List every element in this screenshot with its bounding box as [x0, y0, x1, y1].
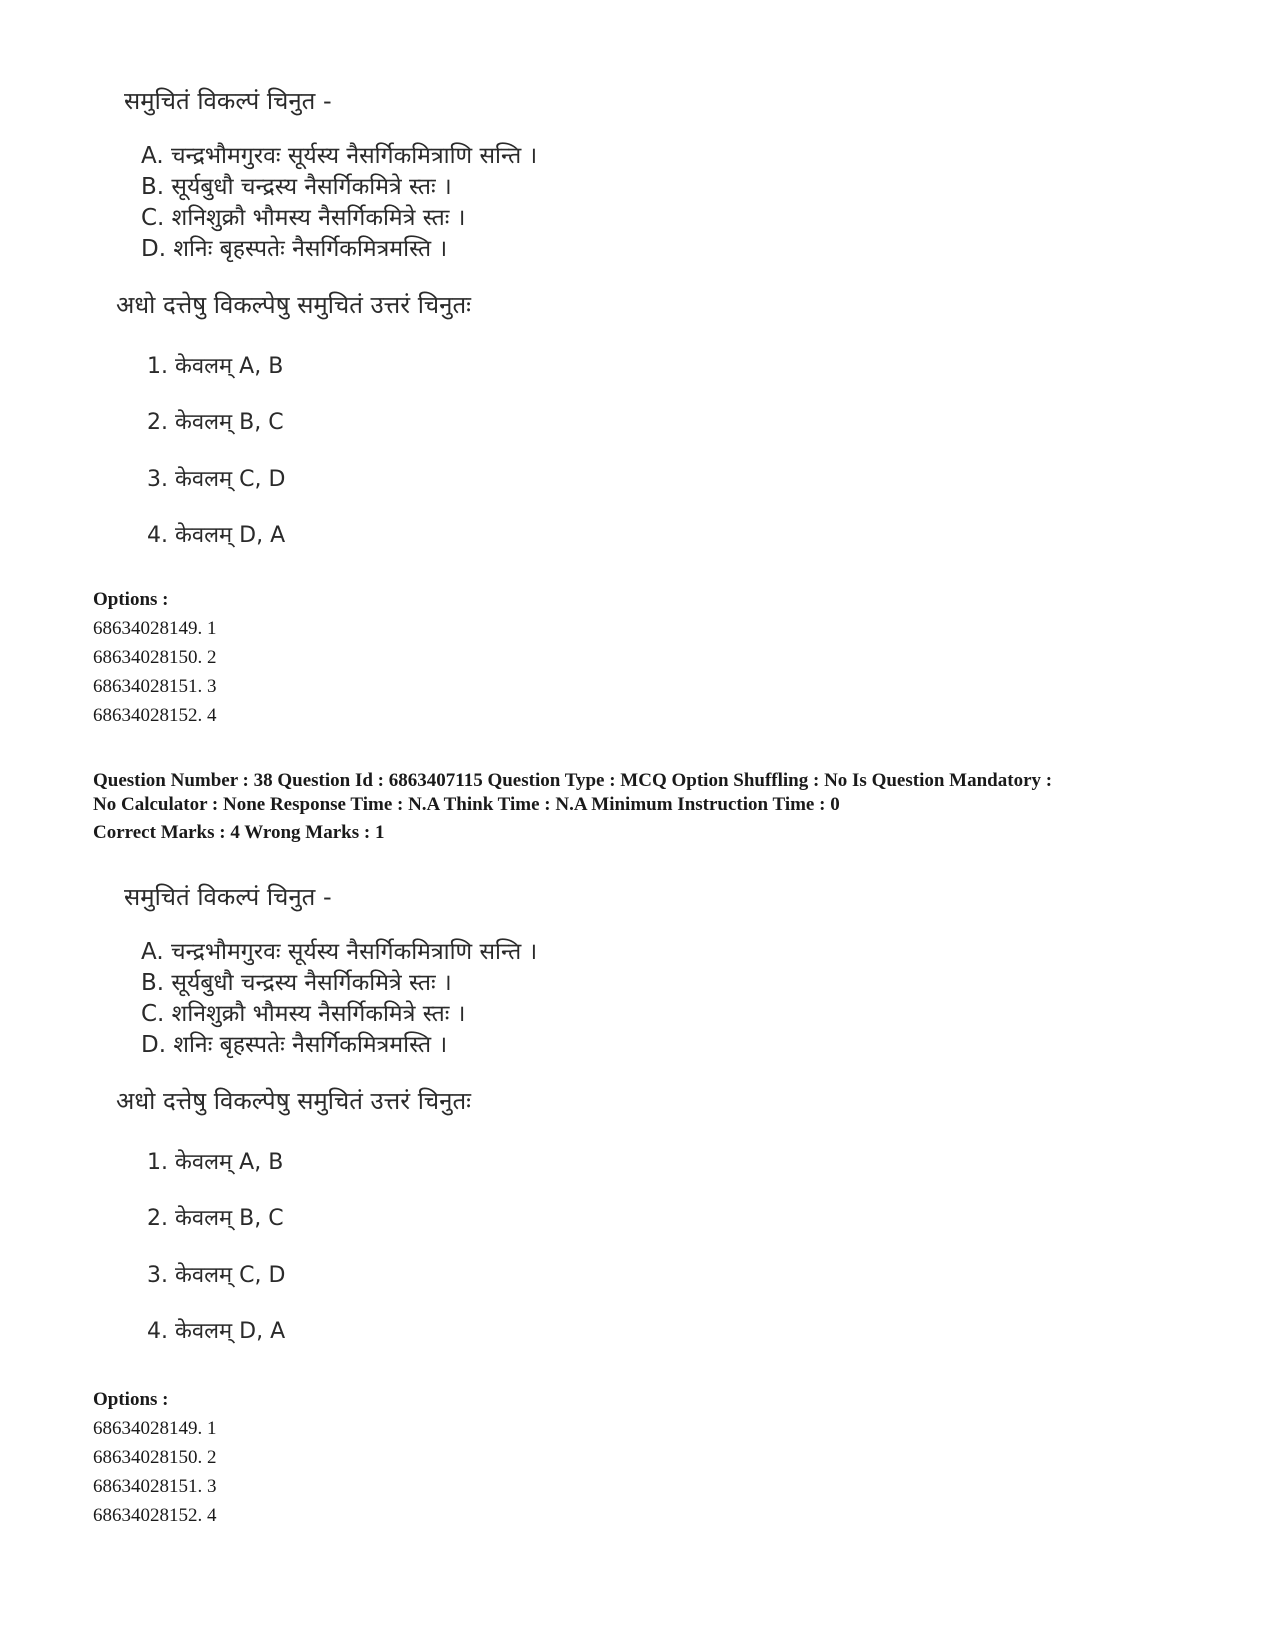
statement-c: C. शनिशुक्रौ भौमस्य नैसर्गिकमित्रे स्तः । [141, 1001, 466, 1027]
choice-2: 2. केवलम् B, C [147, 410, 284, 435]
prompt-text: अधो दत्तेषु विकल्पेषु समुचितं उत्तरं चिनुतः [116, 1087, 472, 1115]
option-item: 68634028149. 1 [93, 1418, 217, 1439]
statement-c: C. शनिशुक्रौ भौमस्य नैसर्गिकमित्रे स्तः । [141, 205, 466, 231]
statement-b: B. सूर्यबुधौ चन्द्रस्य नैसर्गिकमित्रे स्तः । [141, 970, 452, 996]
choice-3: 3. केवलम् C, D [147, 467, 286, 492]
instruction-text: समुचितं विकल्पं चिनुत - [124, 883, 332, 911]
option-item: 68634028152. 4 [93, 1505, 217, 1526]
choice-1: 1. केवलम् A, B [147, 1150, 284, 1175]
statement-d: D. शनिः बृहस्पतेः नैसर्गिकमित्रमस्ति । [141, 1032, 448, 1058]
statement-b: B. सूर्यबुधौ चन्द्रस्य नैसर्गिकमित्रे स्तः । [141, 174, 452, 200]
statement-a: A. चन्द्रभौमगुरवः सूर्यस्य नैसर्गिकमित्राणि सन्ति । [141, 143, 538, 169]
choice-3: 3. केवलम् C, D [147, 1263, 286, 1288]
choice-2: 2. केवलम् B, C [147, 1206, 284, 1231]
instruction-text: समुचितं विकल्पं चिनुत - [124, 87, 332, 115]
choice-4: 4. केवलम् D, A [147, 1319, 286, 1344]
statement-a: A. चन्द्रभौमगुरवः सूर्यस्य नैसर्गिकमित्राणि सन्ति । [141, 939, 538, 965]
option-item: 68634028150. 2 [93, 647, 217, 668]
options-label: Options : [93, 589, 169, 610]
choice-4: 4. केवलम् D, A [147, 523, 286, 548]
option-item: 68634028149. 1 [93, 618, 217, 639]
option-item: 68634028151. 3 [93, 676, 217, 697]
options-label: Options : [93, 1389, 169, 1410]
statement-d: D. शनिः बृहस्पतेः नैसर्गिकमित्रमस्ति । [141, 236, 448, 262]
option-item: 68634028150. 2 [93, 1447, 217, 1468]
question-marks: Correct Marks : 4 Wrong Marks : 1 [93, 822, 385, 843]
question-meta-line-1: Question Number : 38 Question Id : 6863407115 Question Type : MCQ Option Shuffling : No Is Question Mandatory : [93, 770, 1053, 791]
question-meta-line-2: No Calculator : None Response Time : N.A Think Time : N.A Minimum Instruction Time : 0 [93, 794, 840, 815]
choice-1: 1. केवलम् A, B [147, 354, 284, 379]
prompt-text: अधो दत्तेषु विकल्पेषु समुचितं उत्तरं चिनुतः [116, 291, 472, 319]
option-item: 68634028151. 3 [93, 1476, 217, 1497]
option-item: 68634028152. 4 [93, 705, 217, 726]
